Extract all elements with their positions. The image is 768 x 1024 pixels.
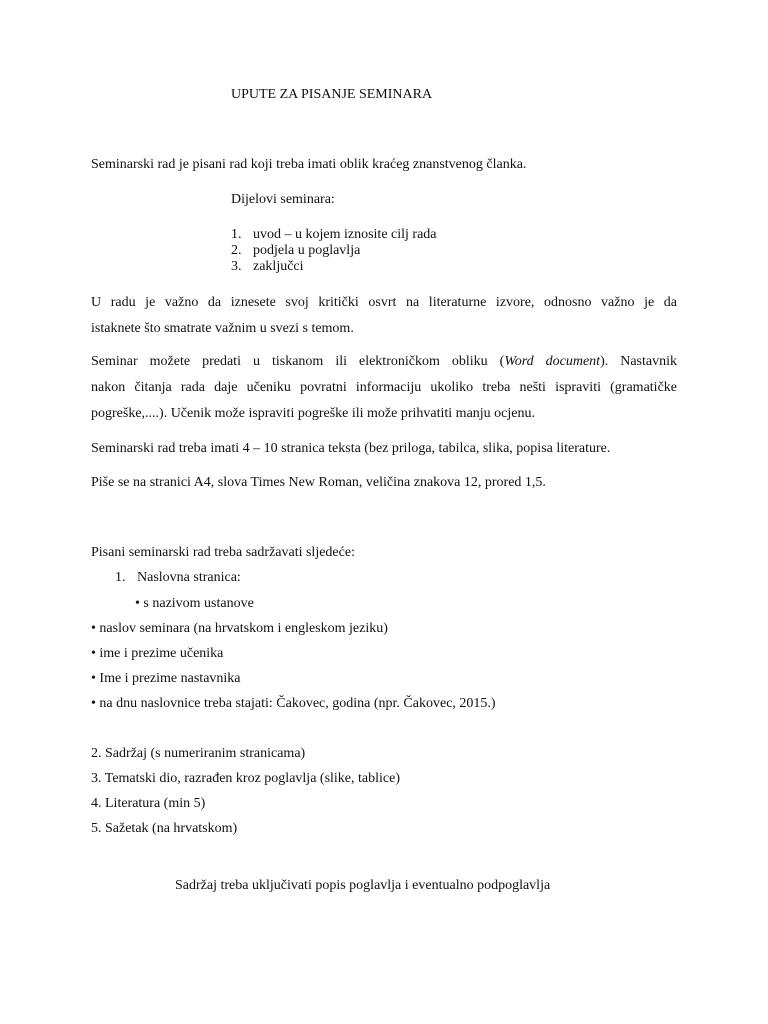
paragraph-line bbox=[91, 354, 677, 370]
list-number: 1. bbox=[115, 570, 126, 585]
italic-text: Word document bbox=[504, 354, 601, 369]
paragraph-line: nakon čitanja rada daje učeniku povratni informaciju ukoliko treba nešti ispraviti (gramatičke bbox=[91, 380, 677, 395]
section-item: 4. Literatura (min 5) bbox=[91, 796, 206, 811]
closing-line: Sadržaj treba uključivati popis poglavlja i eventualno podpoglavlja bbox=[175, 878, 551, 893]
page-count-line: Seminarski rad treba imati 4 – 10 stranica teksta (bez priloga, tabilca, slika, popisa literature. bbox=[91, 441, 611, 456]
parts-heading: Dijelovi seminara: bbox=[231, 192, 335, 207]
list-text: podjela u poglavlja bbox=[253, 243, 361, 258]
bullet-item: • na dnu naslovnice treba stajati: Čakovec, godina (npr. Čakovec, 2015.) bbox=[91, 696, 496, 711]
parts-list-item bbox=[231, 227, 437, 243]
list-number: 1. bbox=[231, 227, 242, 242]
list-text: zaključci bbox=[253, 259, 304, 274]
list-text: Naslovna stranica: bbox=[137, 570, 241, 585]
paragraph-line: U radu je važno da iznesete svoj kritički osvrt na literaturne izvore, odnosno važno je da bbox=[91, 295, 677, 310]
text-span: ). Nastavnik bbox=[600, 354, 677, 369]
bullet-item: • ime i prezime učenika bbox=[91, 646, 224, 661]
title-page-item bbox=[115, 570, 241, 586]
parts-list-item bbox=[231, 243, 360, 259]
contents-heading: Pisani seminarski rad treba sadržavati sljedeće: bbox=[91, 545, 355, 560]
text-span: Seminar možete predati u tiskanom ili elektroničkom obliku ( bbox=[91, 354, 505, 369]
section-item: 2. Sadržaj (s numeriranim stranicama) bbox=[91, 746, 306, 761]
bullet-item: • s nazivom ustanove bbox=[135, 596, 254, 611]
submission-paragraph bbox=[91, 354, 677, 422]
list-number: 2. bbox=[231, 243, 242, 258]
bullet-item: • Ime i prezime nastavnika bbox=[91, 671, 241, 686]
paragraph-line: pogreške,....). Učenik može ispraviti pogreške ili može prihvatiti manju ocjenu. bbox=[91, 406, 535, 421]
paragraph-line: istaknete što smatrate važnim u svezi s temom. bbox=[91, 321, 354, 336]
bullet-item: • naslov seminara (na hrvatskom i engleskom jeziku) bbox=[91, 621, 388, 636]
critical-review-paragraph bbox=[91, 295, 677, 337]
intro-paragraph: Seminarski rad je pisani rad koji treba imati oblik kraćeg znanstvenog članka. bbox=[91, 157, 527, 172]
list-number: 3. bbox=[231, 259, 242, 274]
document-title: UPUTE ZA PISANJE SEMINARA bbox=[231, 87, 433, 102]
list-text: uvod – u kojem iznosite cilj rada bbox=[253, 227, 437, 242]
format-line: Piše se na stranici A4, slova Times New Roman, veličina znakova 12, prored 1,5. bbox=[91, 475, 546, 490]
section-item: 5. Sažetak (na hrvatskom) bbox=[91, 821, 238, 836]
parts-list-item bbox=[231, 259, 304, 275]
section-item: 3. Tematski dio, razrađen kroz poglavlja (slike, tablice) bbox=[91, 771, 400, 786]
